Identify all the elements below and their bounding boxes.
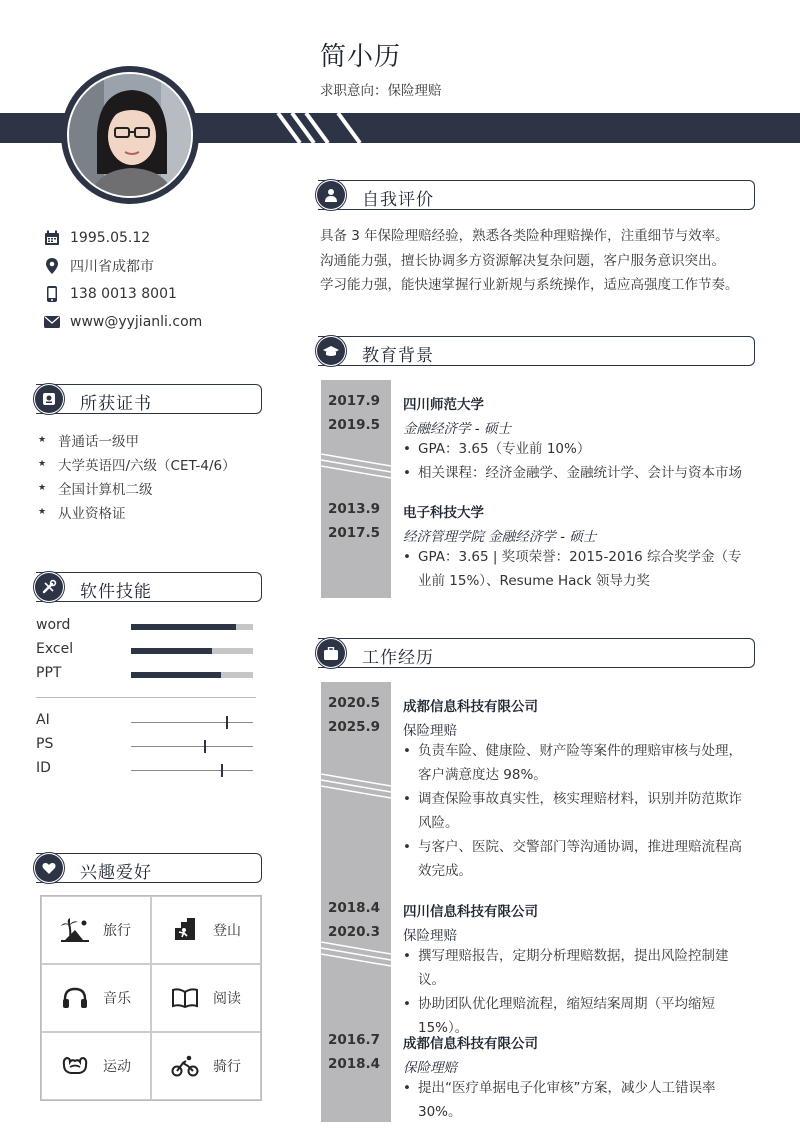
star-icon: ★ (38, 507, 47, 517)
list-item: • 撰写理赔报告，定期分析理赔数据，提出风险控制建议。 (403, 944, 755, 992)
work-role: 保险理赔 (403, 723, 457, 739)
section-title-self: 自我评价 (318, 180, 755, 210)
heart-icon (35, 854, 63, 882)
skill-bar (131, 672, 253, 678)
edu-major: 金融经济学 - 硕士 (403, 421, 511, 437)
work-start-date: 2020.5 (327, 695, 381, 711)
graduation-cap-icon (317, 337, 345, 365)
skill-slider-handle (221, 764, 223, 777)
skill-bar-row: word (36, 615, 256, 639)
skill-bar (131, 624, 253, 630)
hobby-climbing: 登山 (151, 896, 261, 964)
edu-start-date: 2013.9 (327, 501, 381, 517)
list-item: • GPA：3.65 | 奖项荣誉：2015-2016 综合奖学金（专业前 15%）、Resume Hack 领导力奖 (403, 545, 755, 593)
section-title-work: 工作经历 (318, 638, 755, 668)
skill-bar-row: Excel (36, 639, 256, 663)
skill-bar-fill (131, 624, 236, 630)
skills-panel (36, 615, 256, 782)
contact-info (42, 224, 202, 336)
beach-icon (61, 917, 89, 943)
skill-slider (131, 722, 253, 723)
phone-text[interactable]: 138 0013 8001 (70, 286, 177, 302)
list-item: • 相关课程：经济金融学、金融统计学、会计与资本市场 (403, 461, 755, 485)
section-title-certificates: 所获证书 (36, 384, 262, 414)
list-item: ★ 普通话一级甲 (38, 434, 139, 450)
skill-bar-row: PPT (36, 663, 256, 687)
work-end-date: 2018.4 (327, 1056, 381, 1072)
list-item: • 与客户、医院、交警部门等沟通协调，推进理赔流程高效完成。 (403, 835, 755, 883)
self-line: 具备 3 年保险理赔经验，熟悉各类险种理赔操作，注重细节与效率。 (320, 228, 729, 244)
user-icon (317, 181, 345, 209)
skill-slider (131, 770, 253, 771)
list-item: • 协助团队优化理赔流程，缩短结案周期（平均缩短 15%）。 (403, 992, 755, 1040)
skill-slider-handle (226, 716, 228, 729)
work-details (403, 944, 755, 1040)
section-title-hobbies: 兴趣爱好 (36, 853, 262, 883)
list-item: • 调查保险事故真实性，核实理赔材料，识别并防范欺诈风险。 (403, 787, 755, 835)
calendar-icon (42, 230, 62, 246)
book-icon (171, 985, 199, 1011)
skill-bar-fill (131, 648, 212, 654)
section-title-skills: 软件技能 (36, 572, 262, 602)
hobby-music: 音乐 (41, 964, 151, 1032)
timeline-stripes (321, 450, 391, 480)
list-item: • 提出“医疗单据电子化审核”方案，减少人工错误率 30%。 (403, 1076, 755, 1124)
work-start-date: 2018.4 (327, 900, 381, 916)
work-details (403, 739, 755, 883)
list-item: • GPA：3.65（专业前 10%） (403, 437, 755, 461)
muscle-icon (61, 1053, 89, 1079)
cycling-icon (171, 1053, 199, 1079)
star-icon: ★ (38, 483, 47, 493)
self-line: 学习能力强，能快速掌握行业新规与系统操作，适应高强度工作节奏。 (320, 277, 739, 293)
star-icon: ★ (38, 435, 47, 445)
contact-email (42, 308, 202, 336)
briefcase-icon (317, 639, 345, 667)
skill-slider-handle (204, 740, 206, 753)
email-text[interactable]: www@yyjianli.com (70, 314, 203, 330)
email-icon (42, 314, 62, 330)
hobby-sports: 运动 (41, 1032, 151, 1100)
education-timeline (321, 380, 391, 598)
skill-slider-row: AI (36, 710, 256, 734)
certificate-list (38, 428, 236, 524)
edu-end-date: 2017.5 (327, 525, 381, 541)
section-title-education: 教育背景 (318, 336, 755, 366)
tools-icon (35, 573, 63, 601)
work-details (403, 1076, 755, 1124)
star-icon: ★ (38, 459, 47, 469)
edu-major: 经济管理学院 金融经济学 - 硕士 (403, 529, 597, 545)
edu-school: 电子科技大学 (403, 505, 484, 521)
skill-bar (131, 648, 253, 654)
job-intent: 求职意向：保险理赔 (320, 83, 442, 99)
skill-slider-row: ID (36, 758, 256, 782)
work-role: 保险理赔 (403, 1060, 457, 1076)
skill-slider-row: PS (36, 734, 256, 758)
headphones-icon (61, 985, 89, 1011)
work-start-date: 2016.7 (327, 1032, 381, 1048)
contact-location (42, 252, 202, 280)
timeline-stripes (321, 938, 391, 968)
hobby-reading: 阅读 (151, 964, 261, 1032)
birthday-text: 1995.05.12 (70, 230, 151, 246)
self-line: 沟通能力强，擅长协调多方资源解决复杂问题，客户服务意识突出。 (320, 252, 725, 269)
contact-birthday (42, 224, 202, 252)
self-evaluation (320, 224, 760, 298)
hobby-travel: 旅行 (41, 896, 151, 964)
phone-icon (42, 286, 62, 302)
edu-details (403, 545, 755, 593)
edu-start-date: 2017.9 (327, 393, 381, 409)
edu-details (403, 437, 755, 485)
timeline-stripes (321, 770, 391, 800)
list-item: ★ 全国计算机二级 (38, 482, 153, 498)
list-item: • 负责车险、健康险、财产险等案件的理赔审核与处理，客户满意度达 98%。 (403, 739, 755, 787)
location-text: 四川省成都市 (70, 259, 154, 275)
hobbies-grid (40, 895, 262, 1101)
divider (36, 697, 256, 698)
skill-bar-fill (131, 672, 221, 678)
list-item: ★ 大学英语四/六级（CET-4/6） (38, 458, 236, 474)
avatar (67, 72, 193, 198)
list-item: ★ 从业资格证 (38, 506, 126, 522)
edu-school: 四川师范大学 (403, 397, 484, 413)
climbing-icon (171, 917, 199, 943)
work-company: 成都信息科技有限公司 (403, 699, 538, 715)
candidate-name: 简小历 (320, 42, 402, 72)
skill-slider (131, 746, 253, 747)
work-end-date: 2025.9 (327, 719, 381, 735)
certificate-icon (35, 385, 63, 413)
hobby-cycling: 骑行 (151, 1032, 261, 1100)
work-role: 保险理赔 (403, 928, 457, 944)
header-stripes (270, 113, 380, 143)
edu-end-date: 2019.5 (327, 417, 381, 433)
work-end-date: 2020.3 (327, 924, 381, 940)
work-company: 四川信息科技有限公司 (403, 904, 538, 920)
work-company: 成都信息科技有限公司 (403, 1036, 538, 1052)
location-icon (42, 258, 62, 274)
contact-phone (42, 280, 202, 308)
